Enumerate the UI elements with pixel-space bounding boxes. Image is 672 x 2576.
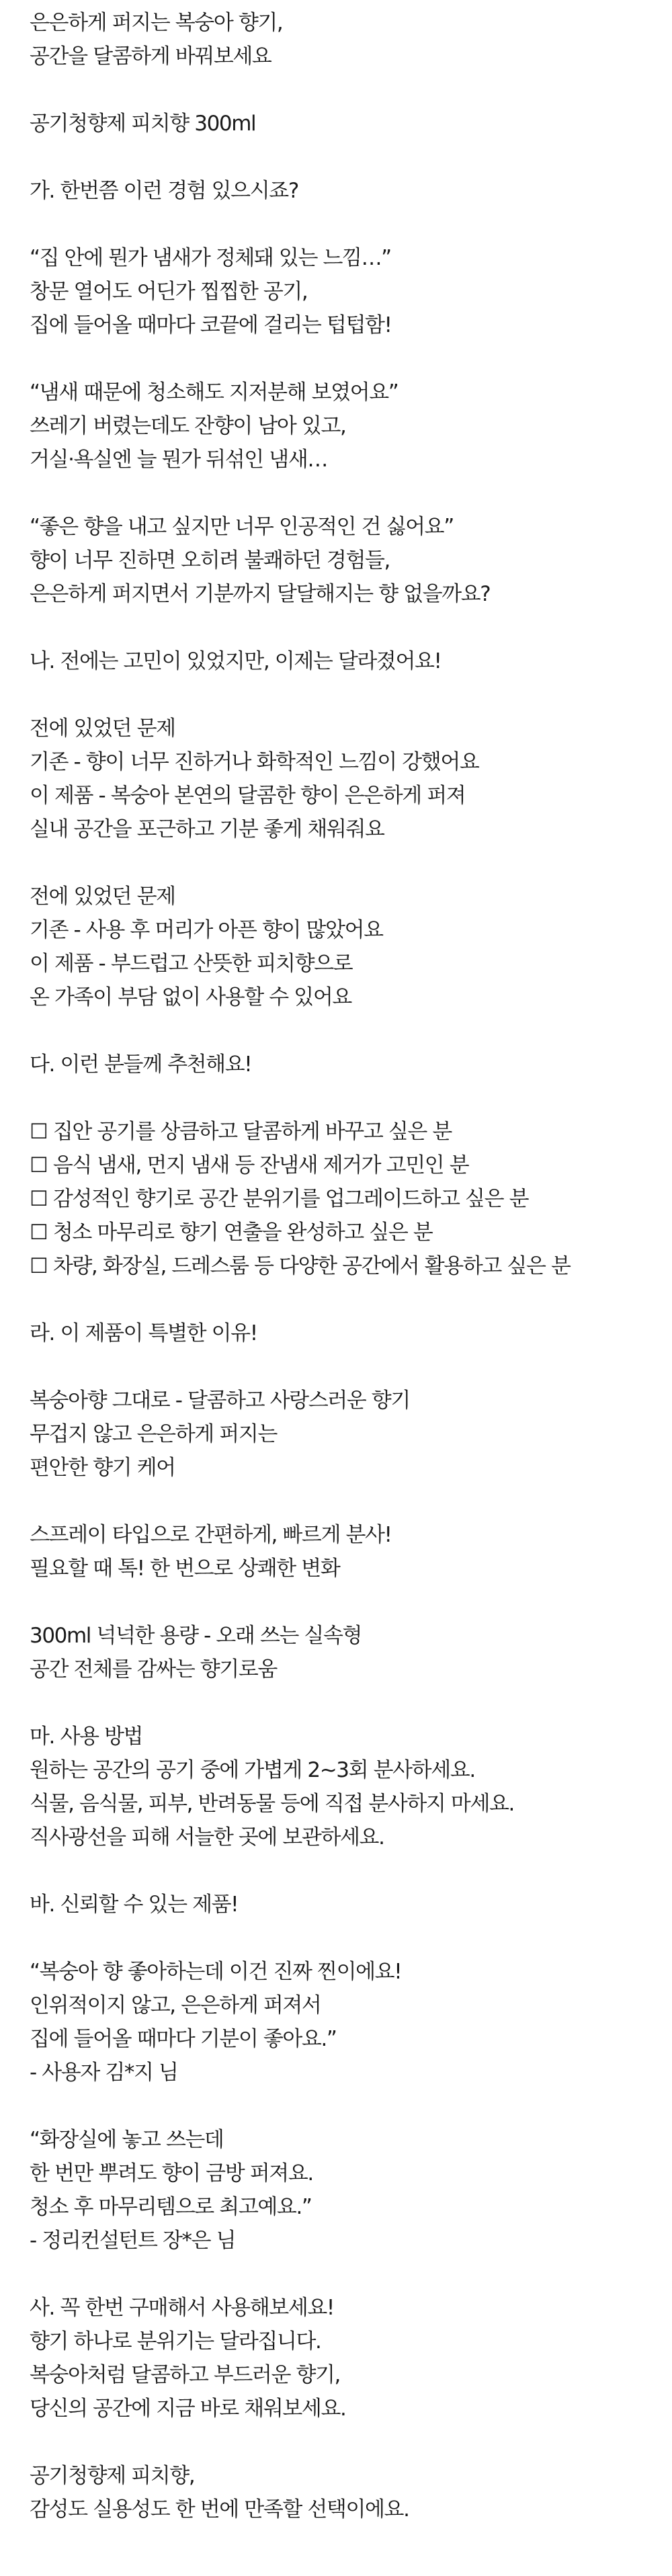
problem-quote-1-line: 창문 열어도 어딘가 찝찝한 공기, — [30, 280, 308, 304]
section-na-heading: 나. 전에는 고민이 있었지만, 이제는 달라졌어요! — [30, 649, 442, 673]
review-2-author: - 정리컨설턴트 장*은 님 — [30, 2229, 236, 2253]
comparison-1-after: 이 제품 - 복숭아 본연의 달콤한 향이 은은하게 퍼져 — [30, 784, 466, 808]
recommend-checklist-item: ☐ 집안 공기를 상큼하고 달콤하게 바꾸고 싶은 분 — [30, 1120, 452, 1144]
usage-instruction: 직사광선을 피해 서늘한 곳에 보관하세요. — [30, 1825, 384, 1850]
recommend-checklist-item: ☐ 음식 냄새, 먼지 냄새 등 잔냄새 제거가 고민인 분 — [30, 1153, 469, 1177]
problem-quote-3-line: 향이 너무 진하면 오히려 불쾌하던 경험들, — [30, 548, 390, 573]
review-2-line: 청소 후 마무리템으로 최고예요.” — [30, 2195, 312, 2219]
problem-quote-2-line: 거실·욕실엔 늘 뭔가 뒤섞인 냄새… — [30, 448, 327, 472]
section-ma-heading: 마. 사용 방법 — [30, 1725, 143, 1749]
comparison-1-title: 전에 있었던 문제 — [30, 716, 175, 741]
section-da-heading: 다. 이런 분들께 추천해요! — [30, 1052, 252, 1077]
usage-instruction: 원하는 공간의 공기 중에 가볍게 2~3회 분사하세요. — [30, 1758, 475, 1782]
review-1-line: 인위적이지 않고, 은은하게 퍼져서 — [30, 1993, 321, 2018]
section-sa-heading: 사. 꼭 한번 구매해서 사용해보세요! — [30, 2296, 334, 2320]
review-1-author: - 사용자 김*지 님 — [30, 2061, 178, 2085]
problem-quote-3: “좋은 향을 내고 싶지만 너무 인공적인 건 싫어요” — [30, 515, 454, 539]
comparison-2-after: 이 제품 - 부드럽고 산뜻한 피치향으로 — [30, 952, 353, 976]
usage-instruction: 식물, 음식물, 피부, 반려동물 등에 직접 분사하지 마세요. — [30, 1792, 515, 1816]
comparison-1-before: 기존 - 향이 너무 진하거나 화학적인 느낌이 강했어요 — [30, 750, 479, 774]
intro-line-2: 공간을 달콤하게 바꿔보세요 — [30, 44, 271, 69]
comparison-2-title: 전에 있었던 문제 — [30, 884, 175, 909]
feature-1-line: 무겁지 않고 은은하게 퍼지는 — [30, 1422, 277, 1446]
feature-2-line: 스프레이 타입으로 간편하게, 빠르게 분사! — [30, 1523, 392, 1547]
section-ga-heading: 가. 한번쯤 이런 경험 있으시죠? — [30, 179, 298, 203]
recommend-checklist-item: ☐ 청소 마무리로 향기 연출을 완성하고 싶은 분 — [30, 1220, 433, 1245]
recommend-checklist-item: ☐ 차량, 화장실, 드레스룸 등 다양한 공간에서 활용하고 싶은 분 — [30, 1254, 571, 1278]
cta-line: 당신의 공간에 지금 바로 채워보세요. — [30, 2397, 346, 2421]
recommend-checklist-item: ☐ 감성적인 향기로 공간 분위기를 업그레이드하고 싶은 분 — [30, 1187, 529, 1211]
review-1-line: 집에 들어올 때마다 기분이 좋아요.” — [30, 2027, 337, 2051]
problem-quote-3-line: 은은하게 퍼지면서 기분까지 달달해지는 향 없을까요? — [30, 582, 491, 606]
intro-line-1: 은은하게 퍼지는 복숭아 향기, — [30, 11, 283, 35]
review-2-line: “화장실에 놓고 쓰는데 — [30, 2128, 224, 2152]
feature-3-line: 공간 전체를 감싸는 향기로움 — [30, 1657, 277, 1681]
cta-line: 복숭아처럼 달콤하고 부드러운 향기, — [30, 2363, 341, 2387]
closing-line-2: 감성도 실용성도 한 번에 만족할 선택이에요. — [30, 2497, 409, 2522]
closing-line-1: 공기청향제 피치향, — [30, 2464, 195, 2488]
section-ba-heading: 바. 신뢰할 수 있는 제품! — [30, 1893, 239, 1917]
problem-quote-2-line: 쓰레기 버렸는데도 잔향이 남아 있고, — [30, 414, 346, 438]
problem-quote-1: “집 안에 뭔가 냄새가 정체돼 있는 느낌…” — [30, 246, 391, 270]
feature-1-line: 편안한 향기 케어 — [30, 1456, 175, 1480]
review-1-line: “복숭아 향 좋아하는데 이건 진짜 찐이에요! — [30, 1960, 402, 1984]
problem-quote-1-line: 집에 들어올 때마다 코끝에 걸리는 텁텁함! — [30, 313, 392, 337]
comparison-2-before: 기존 - 사용 후 머리가 아픈 향이 많았어요 — [30, 918, 383, 942]
feature-1-line: 복숭아향 그대로 - 달콤하고 사랑스러운 향기 — [30, 1388, 410, 1413]
product-name: 공기청향제 피치향 300ml — [30, 112, 256, 136]
feature-2-line: 필요할 때 톡! 한 번으로 상쾌한 변화 — [30, 1556, 340, 1581]
comparison-2-after-cont: 온 가족이 부담 없이 사용할 수 있어요 — [30, 985, 351, 1009]
comparison-1-after-cont: 실내 공간을 포근하고 기분 좋게 채워줘요 — [30, 817, 384, 841]
review-2-line: 한 번만 뿌려도 향이 금방 퍼져요. — [30, 2161, 313, 2186]
problem-quote-2: “냄새 때문에 청소해도 지저분해 보였어요” — [30, 380, 398, 405]
cta-line: 향기 하나로 분위기는 달라집니다. — [30, 2329, 321, 2354]
section-ra-heading: 라. 이 제품이 특별한 이유! — [30, 1321, 257, 1345]
feature-3-line: 300ml 넉넉한 용량 - 오래 쓰는 실속형 — [30, 1624, 362, 1648]
